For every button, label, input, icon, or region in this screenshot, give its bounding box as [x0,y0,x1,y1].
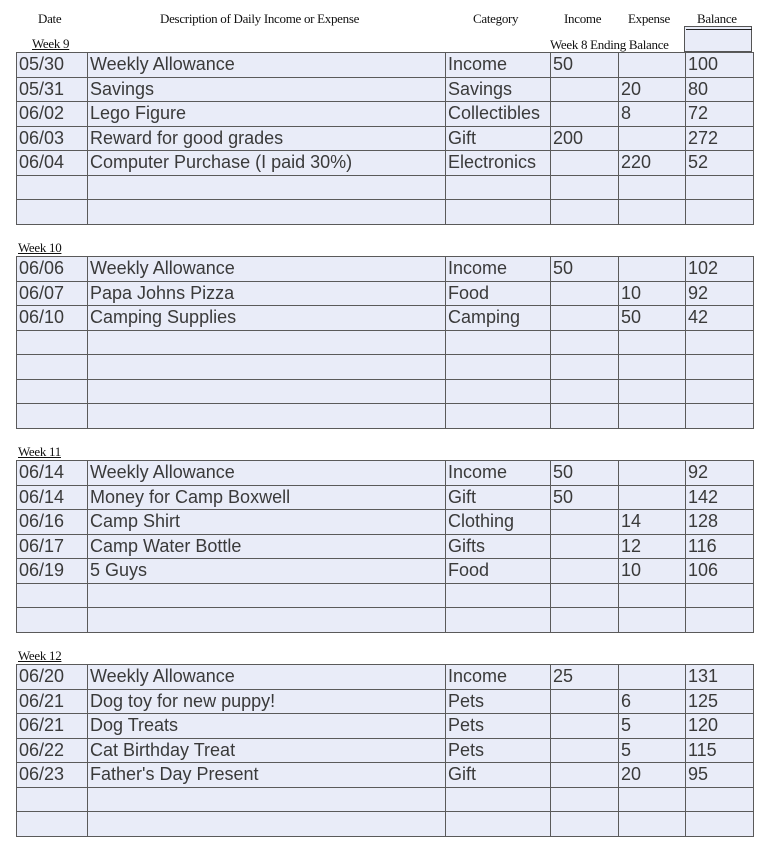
date-cell[interactable] [17,787,88,812]
income-cell[interactable] [551,559,619,584]
balance-cell[interactable]: 92 [686,461,754,486]
expense-cell[interactable]: 220 [619,151,686,176]
date-cell[interactable] [17,812,88,837]
balance-cell[interactable] [686,608,754,633]
expense-cell[interactable]: 10 [619,281,686,306]
income-cell[interactable]: 200 [551,126,619,151]
description-cell[interactable]: Dog Treats [88,714,446,739]
header-divider [686,29,752,30]
week-12-label: Week 12 [18,648,62,663]
date-cell[interactable]: 06/20 [17,665,88,690]
expense-cell[interactable]: 14 [619,510,686,535]
category-cell[interactable]: Gift [446,763,551,788]
income-cell[interactable] [551,379,619,404]
category-cell[interactable]: Collectibles [446,102,551,127]
expense-cell[interactable]: 5 [619,714,686,739]
income-cell[interactable] [551,102,619,127]
header-date: Date [38,11,62,26]
balance-cell[interactable]: 131 [686,665,754,690]
table-row [17,665,754,690]
expense-cell[interactable] [619,812,686,837]
expense-cell[interactable] [619,53,686,78]
category-cell[interactable] [446,787,551,812]
table-row [17,151,754,176]
table-row [17,77,754,102]
table-row [17,485,754,510]
header-expense: Expense [628,11,670,26]
date-cell[interactable]: 06/04 [17,151,88,176]
description-cell[interactable]: Camp Shirt [88,510,446,535]
category-cell[interactable]: Electronics [446,151,551,176]
date-cell[interactable]: 06/22 [17,738,88,763]
table-row [17,200,754,225]
description-cell[interactable]: Cat Birthday Treat [88,738,446,763]
date-cell[interactable] [17,330,88,355]
balance-cell[interactable]: 120 [686,714,754,739]
header-balance: Balance [697,11,737,26]
date-cell[interactable]: 05/30 [17,53,88,78]
expense-cell[interactable]: 20 [619,763,686,788]
description-cell[interactable]: Weekly Allowance [88,53,446,78]
balance-cell[interactable] [686,812,754,837]
income-cell[interactable]: 25 [551,665,619,690]
income-cell[interactable] [551,738,619,763]
table-row [17,583,754,608]
date-cell[interactable]: 06/02 [17,102,88,127]
description-cell[interactable] [88,404,446,429]
balance-cell[interactable] [686,404,754,429]
description-cell[interactable]: Reward for good grades [88,126,446,151]
balance-cell[interactable]: 125 [686,689,754,714]
header-category: Category [473,11,519,26]
description-cell[interactable] [88,787,446,812]
expense-cell[interactable] [619,175,686,200]
category-cell[interactable] [446,583,551,608]
description-cell[interactable] [88,379,446,404]
category-cell[interactable]: Savings [446,77,551,102]
income-cell[interactable] [551,355,619,380]
income-cell[interactable] [551,787,619,812]
expense-cell[interactable]: 10 [619,559,686,584]
description-cell[interactable]: Dog toy for new puppy! [88,689,446,714]
week-10-table [16,256,754,429]
expense-cell[interactable] [619,404,686,429]
balance-cell[interactable]: 42 [686,306,754,331]
expense-cell[interactable]: 6 [619,689,686,714]
income-cell[interactable] [551,534,619,559]
category-cell[interactable] [446,812,551,837]
expense-cell[interactable] [619,330,686,355]
expense-cell[interactable] [619,485,686,510]
expense-cell[interactable] [619,200,686,225]
description-cell[interactable] [88,812,446,837]
date-cell[interactable] [17,404,88,429]
balance-cell[interactable]: 128 [686,510,754,535]
category-cell[interactable] [446,404,551,429]
description-cell[interactable] [88,355,446,380]
date-cell[interactable] [17,608,88,633]
income-cell[interactable] [551,151,619,176]
expense-cell[interactable] [619,787,686,812]
balance-cell[interactable]: 272 [686,126,754,151]
income-cell[interactable] [551,608,619,633]
expense-cell[interactable] [619,257,686,282]
balance-cell[interactable]: 100 [686,53,754,78]
table-row [17,175,754,200]
expense-cell[interactable]: 5 [619,738,686,763]
table-row [17,330,754,355]
date-cell[interactable] [17,355,88,380]
balance-cell[interactable]: 92 [686,281,754,306]
date-cell[interactable]: 06/16 [17,510,88,535]
category-cell[interactable]: Gift [446,485,551,510]
category-cell[interactable] [446,608,551,633]
category-cell[interactable]: Food [446,281,551,306]
description-cell[interactable]: Savings [88,77,446,102]
description-cell[interactable] [88,200,446,225]
description-cell[interactable] [88,583,446,608]
income-cell[interactable] [551,77,619,102]
table-row [17,126,754,151]
week-12-table [16,664,754,837]
description-cell[interactable]: Weekly Allowance [88,461,446,486]
income-cell[interactable]: 50 [551,461,619,486]
date-cell[interactable]: 06/17 [17,534,88,559]
date-cell[interactable]: 06/14 [17,461,88,486]
week-11-table [16,460,754,633]
description-cell[interactable]: Computer Purchase (I paid 30%) [88,151,446,176]
table-row [17,379,754,404]
income-cell[interactable] [551,510,619,535]
expense-cell[interactable] [619,355,686,380]
description-cell[interactable] [88,175,446,200]
category-cell[interactable]: Pets [446,689,551,714]
category-cell[interactable] [446,379,551,404]
expense-cell[interactable] [619,665,686,690]
income-cell[interactable]: 50 [551,257,619,282]
category-cell[interactable]: Camping [446,306,551,331]
date-cell[interactable]: 06/07 [17,281,88,306]
description-cell[interactable]: 5 Guys [88,559,446,584]
income-cell[interactable] [551,175,619,200]
category-cell[interactable]: Income [446,665,551,690]
table-row [17,689,754,714]
table-row [17,608,754,633]
balance-cell[interactable] [686,330,754,355]
balance-cell[interactable]: 95 [686,763,754,788]
date-cell[interactable]: 06/10 [17,306,88,331]
income-cell[interactable]: 50 [551,53,619,78]
category-cell[interactable]: Income [446,53,551,78]
description-cell[interactable]: Weekly Allowance [88,257,446,282]
balance-cell[interactable] [686,175,754,200]
date-cell[interactable] [17,379,88,404]
category-cell[interactable]: Income [446,461,551,486]
income-cell[interactable] [551,812,619,837]
description-cell[interactable] [88,608,446,633]
date-cell[interactable]: 05/31 [17,77,88,102]
balance-cell[interactable] [686,583,754,608]
date-cell[interactable]: 06/21 [17,714,88,739]
balance-cell[interactable] [686,200,754,225]
category-cell[interactable]: Pets [446,738,551,763]
balance-cell[interactable]: 106 [686,559,754,584]
category-cell[interactable] [446,175,551,200]
category-cell[interactable] [446,200,551,225]
income-cell[interactable] [551,714,619,739]
balance-cell[interactable] [686,355,754,380]
category-cell[interactable]: Pets [446,714,551,739]
category-cell[interactable]: Income [446,257,551,282]
description-cell[interactable]: Lego Figure [88,102,446,127]
description-cell[interactable]: Weekly Allowance [88,665,446,690]
balance-cell[interactable]: 80 [686,77,754,102]
balance-cell[interactable] [686,787,754,812]
table-row [17,534,754,559]
expense-cell[interactable] [619,126,686,151]
table-row [17,102,754,127]
balance-cell[interactable]: 116 [686,534,754,559]
expense-cell[interactable]: 20 [619,77,686,102]
header-description: Description of Daily Income or Expense [160,11,360,26]
date-cell[interactable] [17,583,88,608]
expense-cell[interactable]: 8 [619,102,686,127]
category-cell[interactable] [446,330,551,355]
balance-cell[interactable]: 142 [686,485,754,510]
description-cell[interactable] [88,330,446,355]
table-row [17,787,754,812]
date-cell[interactable]: 06/03 [17,126,88,151]
income-cell[interactable]: 50 [551,485,619,510]
date-cell[interactable]: 06/23 [17,763,88,788]
category-cell[interactable]: Gift [446,126,551,151]
table-row [17,559,754,584]
expense-cell[interactable] [619,608,686,633]
previous-balance-label: Week 8 Ending Balance [550,37,669,52]
table-row [17,257,754,282]
date-cell[interactable] [17,200,88,225]
table-row [17,510,754,535]
income-cell[interactable] [551,689,619,714]
expense-cell[interactable]: 12 [619,534,686,559]
income-cell[interactable] [551,763,619,788]
balance-cell[interactable] [686,379,754,404]
expense-cell[interactable] [619,583,686,608]
date-cell[interactable]: 06/19 [17,559,88,584]
date-cell[interactable]: 06/21 [17,689,88,714]
category-cell[interactable]: Food [446,559,551,584]
description-cell[interactable]: Money for Camp Boxwell [88,485,446,510]
week-9-table [16,52,754,225]
category-cell[interactable]: Clothing [446,510,551,535]
income-cell[interactable] [551,583,619,608]
date-cell[interactable]: 06/14 [17,485,88,510]
description-cell[interactable]: Camp Water Bottle [88,534,446,559]
description-cell[interactable]: Father's Day Present [88,763,446,788]
description-cell[interactable]: Papa Johns Pizza [88,281,446,306]
week-11-label: Week 11 [18,444,61,459]
income-cell[interactable] [551,200,619,225]
expense-cell[interactable] [619,379,686,404]
table-row [17,281,754,306]
category-cell[interactable]: Gifts [446,534,551,559]
table-row [17,812,754,837]
income-cell[interactable] [551,281,619,306]
date-cell[interactable]: 06/06 [17,257,88,282]
table-row [17,53,754,78]
table-row [17,763,754,788]
income-cell[interactable] [551,306,619,331]
balance-cell[interactable]: 52 [686,151,754,176]
table-row [17,738,754,763]
expense-cell[interactable]: 50 [619,306,686,331]
week-9-label: Week 9 [32,36,70,51]
table-row [17,355,754,380]
table-row [17,461,754,486]
balance-cell[interactable]: 115 [686,738,754,763]
expense-cell[interactable] [619,461,686,486]
week-10-label: Week 10 [18,240,62,255]
income-cell[interactable] [551,330,619,355]
table-row [17,306,754,331]
description-cell[interactable]: Camping Supplies [88,306,446,331]
balance-cell[interactable]: 72 [686,102,754,127]
header-income: Income [564,11,602,26]
category-cell[interactable] [446,355,551,380]
balance-cell[interactable]: 102 [686,257,754,282]
table-row [17,404,754,429]
table-row [17,714,754,739]
income-cell[interactable] [551,404,619,429]
date-cell[interactable] [17,175,88,200]
